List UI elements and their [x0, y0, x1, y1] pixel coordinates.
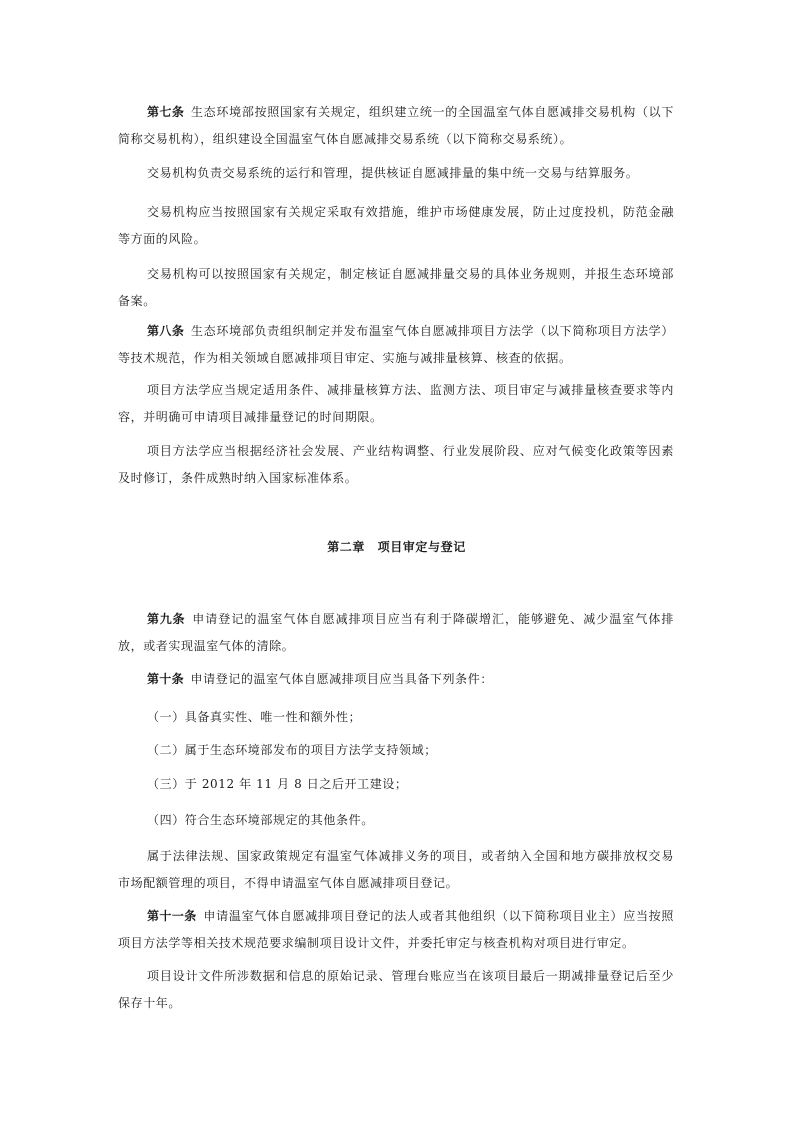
paragraph-text: 交易机构负责交易系统的运行和管理，提供核证自愿减排量的集中统一交易与结算服务。 — [147, 166, 639, 180]
paragraph-text: （四）符合生态环境部规定的其他条件。 — [147, 813, 374, 827]
paragraph — [118, 438, 674, 492]
paragraph-text: （二）属于生态环境部发布的项目方法学支持领域； — [147, 743, 437, 757]
paragraph — [118, 199, 674, 253]
paragraph-text: 生态环境部按照国家有关规定，组织建立统一的全国温室气体自愿减排交易机构（以下简称交易机构），组织建设全国温室气体自愿减排交易系统（以下简称交易系统）。 — [118, 105, 674, 146]
paragraph-text: 生态环境部负责组织制定并发布温室气体自愿减排项目方法学（以下简称项目方法学）等技术规范，作为相关领域自愿减排项目审定、实施与减排量核算、核查的依据。 — [118, 324, 674, 365]
paragraph — [118, 377, 674, 431]
article-11-paragraph — [118, 903, 674, 957]
article-heading: 第九条 — [147, 612, 186, 626]
paragraph-text: 交易机构可以按照国家有关规定，制定核证自愿减排量交易的具体业务规则，并报生态环境部备案。 — [118, 267, 674, 308]
paragraph — [118, 963, 674, 1017]
article-9-paragraph — [118, 606, 674, 660]
article-heading: 第七条 — [147, 105, 185, 119]
list-item — [118, 704, 674, 731]
paragraph-text: （一）具备真实性、唯一性和额外性； — [147, 710, 362, 724]
paragraph-text: 属于法律法规、国家政策规定有温室气体减排义务的项目，或者纳入全国和地方碳排放权交易市场配额管理的项目，不得申请温室气体自愿减排项目登记。 — [118, 849, 674, 890]
paragraph-text: 项目设计文件所涉数据和信息的原始记录、管理台账应当在该项目最后一期减排量登记后至少保存十年。 — [118, 969, 674, 1010]
article-heading: 第十一条 — [147, 909, 197, 923]
paragraph — [118, 843, 674, 897]
paragraph — [118, 261, 674, 315]
article-7-paragraph — [118, 99, 674, 153]
paragraph-text: 项目方法学应当规定适用条件、减排量核算方法、监测方法、项目审定与减排量核查要求等内容，并明确可申请项目减排量登记的时间期限。 — [118, 383, 674, 424]
article-8-paragraph — [118, 318, 674, 372]
article-heading: 第八条 — [147, 324, 185, 338]
chapter-title: 第二章 项目审定与登记 — [327, 540, 466, 554]
list-item — [118, 737, 674, 764]
paragraph-text: 交易机构应当按照国家有关规定采取有效措施，维护市场健康发展，防止过度投机，防范金融等方面的风险。 — [118, 205, 674, 246]
article-heading: 第十条 — [147, 672, 184, 686]
article-10-paragraph — [118, 666, 674, 693]
list-item — [118, 771, 674, 798]
paragraph-text: 申请温室气体自愿减排项目登记的法人或者其他组织（以下简称项目业主）应当按照项目方法学等相关技术规范要求编制项目设计文件，并委托审定与核查机构对项目进行审定。 — [118, 909, 674, 950]
paragraph-text: 申请登记的温室气体自愿减排项目应当具备下列条件： — [190, 672, 493, 686]
paragraph-text: 申请登记的温室气体自愿减排项目应当有利于降碳增汇，能够避免、减少温室气体排放，或者实现温室气体的清除。 — [118, 612, 675, 653]
paragraph-text: （三）于 2012 年 11 月 8 日之后开工建设； — [147, 777, 408, 791]
list-item — [118, 807, 674, 834]
paragraph-text: 项目方法学应当根据经济社会发展、产业结构调整、行业发展阶段、应对气候变化政策等因素及时修订，条件成熟时纳入国家标准体系。 — [118, 444, 674, 485]
paragraph — [118, 160, 674, 187]
